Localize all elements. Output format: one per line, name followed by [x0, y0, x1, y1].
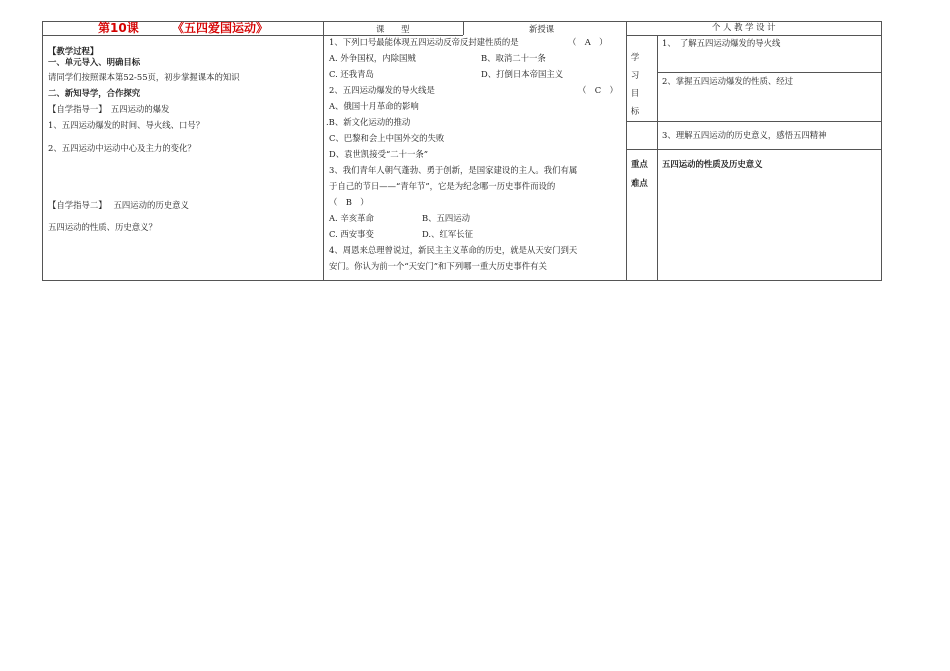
exercise-3-option-c: C. 西安事变: [329, 229, 374, 239]
exercise-1-option-b: B、取消二十一条: [481, 53, 546, 63]
divider-left-middle: [323, 21, 324, 281]
goal-row-line-2: [626, 121, 882, 122]
goal-label: [630, 48, 640, 120]
key-label-2: 难点: [631, 178, 648, 188]
exercise-4-line-1: 4、周恩来总理曾说过，新民主主义革命的历史，就是从天安门到天: [329, 245, 578, 255]
type-value: 新授课: [529, 24, 555, 34]
key-text: 五四运动的性质及历史意义: [662, 159, 763, 169]
step1-heading: 一、单元导入、明确目标: [48, 57, 141, 67]
exercise-2-option-d: D、袁世凯接受“二十一条”: [329, 149, 429, 159]
exercise-2-option-b: .B、新文化运动的推动: [326, 117, 411, 127]
header-underline-right: [626, 35, 882, 36]
goal-label-char-2: 习: [630, 70, 640, 80]
goal-row-line-1: [657, 72, 882, 73]
key-label-1: 重点: [631, 159, 648, 169]
exercise-3-option-a: A. 辛亥革命: [329, 213, 374, 223]
exercise-3-answer: （ B ）: [329, 197, 369, 207]
question-2: 2、五四运动中运动中心及主力的变化？: [48, 143, 196, 153]
header-underline-middle: [323, 35, 463, 36]
exercise-1-option-a: A. 外争国权，内除国贼: [329, 53, 416, 63]
exercise-2: 2、五四运动爆发的导火线是: [329, 85, 435, 95]
divider-type-cells: [463, 21, 464, 35]
process-heading: 【教学过程】: [48, 46, 99, 56]
exercise-3-line-1: 3、我们青年人朝气蓬勃、勇于创新，是国家建设的主人。我们有属: [329, 165, 578, 175]
goal-3: 3、理解五四运动的历史意义，感悟五四精神: [662, 130, 827, 140]
goal-2: 2、掌握五四运动爆发的性质、经过: [662, 76, 793, 86]
exercise-4-line-2: 安门。你认为前一个“天安门”和下列哪一重大历史事件有关: [329, 261, 547, 271]
exercise-2-answer: （ C ）: [578, 85, 618, 95]
step1-text: 请同学们按照课本第52-55页，初步掌握课本的知识: [48, 72, 240, 82]
exercise-1-option-d: D、打倒日本帝国主义: [481, 69, 564, 79]
exercise-2-option-a: A、俄国十月革命的影响: [329, 101, 419, 111]
exercise-3-option-b: B、五四运动: [422, 213, 471, 223]
header-underline-left: [42, 35, 323, 36]
guide1-heading: 【自学指导一】 五四运动的爆发: [48, 104, 170, 114]
type-label: 课 型: [376, 24, 410, 34]
exercise-3-option-d: D.、红军长征: [422, 229, 473, 239]
design-label: 个 人 教 学 设 计: [712, 22, 776, 32]
step2-heading: 二、新知导学，合作探究: [48, 88, 141, 98]
exercise-1-answer: （ A ）: [568, 37, 608, 47]
divider-middle-right: [626, 21, 627, 281]
guide2-heading: 【自学指导二】 五四运动的历史意义: [48, 200, 189, 210]
goal-1: 1、 了解五四运动爆发的导火线: [662, 38, 781, 48]
exercise-2-option-c: C、巴黎和会上中国外交的失败: [329, 133, 445, 143]
exercise-3-line-2: 于自己的节日——“青年节”，它是为纪念哪一历史事件而设的: [329, 181, 556, 191]
exercise-1: 1、下列口号最能体现五四运动反帝反封建性质的是: [329, 37, 519, 47]
lesson-number: 第10课: [98, 21, 139, 35]
goal-row-line-3: [626, 149, 882, 150]
goal-label-char-3: 目: [630, 88, 640, 98]
question-3: 五四运动的性质、历史意义？: [48, 222, 157, 232]
goal-label-char-1: 学: [630, 52, 640, 62]
exercise-1-option-c: C. 还我青岛: [329, 69, 374, 79]
question-1: 1、五四运动爆发的时间、导火线、口号？: [48, 120, 205, 130]
lesson-title: 《五四爱国运动》: [172, 21, 269, 35]
goal-label-char-4: 标: [630, 106, 640, 116]
